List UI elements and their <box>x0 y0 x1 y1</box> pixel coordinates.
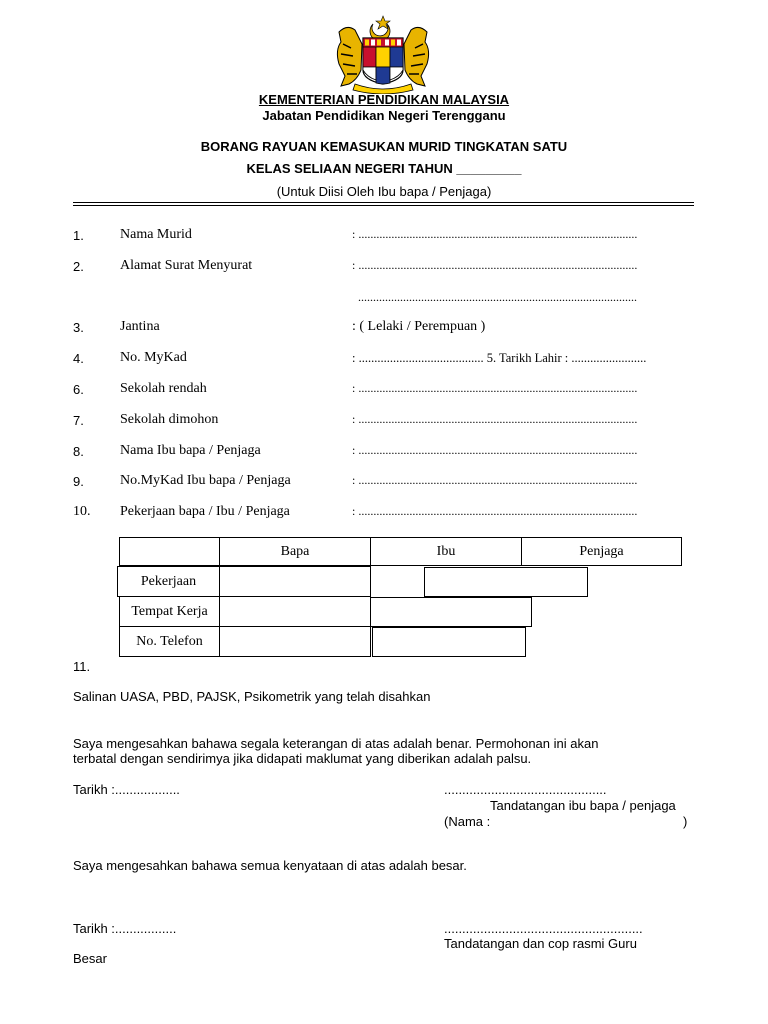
field-label-sekolah-rendah: Sekolah rendah <box>120 381 207 396</box>
table-header-penjaga <box>521 537 682 566</box>
field-value-mykad-ibu-bapa[interactable]: : ............................................................................................. <box>352 473 638 487</box>
department-heading: Jabatan Pendidikan Negeri Terengganu <box>262 108 506 123</box>
table-cell-pekerjaan-ibu[interactable] <box>424 567 588 597</box>
table-cell-pekerjaan-bapa[interactable] <box>219 566 371 597</box>
field-value-nama-murid[interactable]: : ............................................................................................. <box>352 227 638 241</box>
headmaster-date-field[interactable]: Tarikh :................. <box>73 921 177 936</box>
table-header-label: Ibu <box>436 543 456 559</box>
instruction-text: (Untuk Diisi Oleh Ibu bapa / Penjaga) <box>276 184 492 199</box>
table-header-bapa <box>219 537 371 566</box>
field-number-1: 1. <box>73 228 84 243</box>
field-label-sekolah-dimohon: Sekolah dimohon <box>120 412 219 427</box>
table-row-label-pekerjaan <box>117 566 220 597</box>
field-label-nama-murid: Nama Murid <box>120 227 192 242</box>
field-number-9: 9. <box>73 474 84 489</box>
parent-signature-label: Tandatangan ibu bapa / penjaga <box>490 798 676 813</box>
table-cell-tempat-kerja-bapa[interactable] <box>219 596 371 627</box>
table-row-label-no-telefon <box>119 626 220 657</box>
table-cell-no-telefon-bapa[interactable] <box>219 626 371 657</box>
field-number-2: 2. <box>73 259 84 274</box>
table-cell-no-telefon-ibu[interactable] <box>372 627 526 657</box>
table-corner-cell <box>119 537 220 566</box>
parent-name-close: ) <box>683 814 688 829</box>
field-number-10: 10. <box>73 504 91 519</box>
field-label-alamat: Alamat Surat Menyurat <box>120 258 253 273</box>
field-value-alamat-line2[interactable]: ............................................................................................. <box>358 290 637 304</box>
table-row-label: No. Telefon <box>136 633 203 649</box>
field-number-3: 3. <box>73 320 84 335</box>
class-year-line: KELAS SELIAAN NEGERI TAHUN _________ <box>246 161 522 176</box>
field-label-mykad: No. MyKad <box>120 350 187 365</box>
headmaster-signature-label: Tandatangan dan cop rasmi Guru <box>444 936 637 951</box>
header-divider-bottom <box>73 205 694 206</box>
field-value-jantina[interactable]: : ( Lelaki / Perempuan ) <box>352 319 486 334</box>
field-number-7: 7. <box>73 413 84 428</box>
ministry-heading: KEMENTERIAN PENDIDIKAN MALAYSIA <box>258 92 510 107</box>
declaration-text-line2: terbatal dengan sendirimya jika didapati maklumat yang diberikan adalah palsu. <box>73 751 532 766</box>
item-11-number: 11. <box>73 659 91 674</box>
table-row-label-tempat-kerja <box>119 596 220 627</box>
headmaster-declaration-text: Saya mengesahkan bahawa semua kenyataan di atas adalah besar. <box>73 858 467 873</box>
table-header-ibu <box>370 537 522 566</box>
field-value-pekerjaan[interactable]: : ............................................................................................. <box>352 504 638 518</box>
field-label-pekerjaan: Pekerjaan bapa / Ibu / Penjaga <box>120 504 290 519</box>
field-label-mykad-ibu-bapa: No.MyKad Ibu bapa / Penjaga <box>120 473 291 488</box>
header-divider-top <box>73 202 694 203</box>
field-value-sekolah-dimohon[interactable]: : ............................................................................................. <box>352 412 638 426</box>
headmaster-signature-label-cont: Besar <box>73 951 107 966</box>
form-title: BORANG RAYUAN KEMASUKAN MURID TINGKATAN SATU <box>200 139 568 154</box>
table-row-label: Tempat Kerja <box>131 603 208 619</box>
table-cell-tempat-kerja-ibu[interactable] <box>370 597 532 627</box>
parent-name-open: (Nama : <box>444 814 491 829</box>
field-number-4: 4. <box>73 351 84 366</box>
table-header-label: Bapa <box>280 543 310 559</box>
field-value-alamat[interactable]: : ............................................................................................. <box>352 258 638 272</box>
field-number-8: 8. <box>73 444 84 459</box>
parent-date-field[interactable]: Tarikh :.................. <box>73 782 180 797</box>
field-value-mykad-tarikh-lahir[interactable]: : ........................................ 5. Tarikh Lahir : ........................ <box>352 351 647 365</box>
parent-signature-line[interactable]: ............................................. <box>444 782 607 797</box>
field-value-sekolah-rendah[interactable]: : ............................................................................................. <box>352 381 638 395</box>
field-label-nama-ibu-bapa: Nama Ibu bapa / Penjaga <box>120 443 261 458</box>
headmaster-signature-line[interactable]: ....................................................... <box>444 921 643 936</box>
table-row-label: Pekerjaan <box>140 573 197 589</box>
item-11-text: Salinan UASA, PBD, PAJSK, Psikometrik yang telah disahkan <box>73 689 431 704</box>
coat-of-arms-logo <box>329 14 437 94</box>
table-header-label: Penjaga <box>579 543 624 559</box>
declaration-text-line1: Saya mengesahkan bahawa segala keterangan di atas adalah benar. Permohonan ini akan <box>73 736 599 751</box>
field-number-6: 6. <box>73 382 84 397</box>
field-value-nama-ibu-bapa[interactable]: : ............................................................................................. <box>352 443 638 457</box>
field-label-jantina: Jantina <box>120 319 160 334</box>
